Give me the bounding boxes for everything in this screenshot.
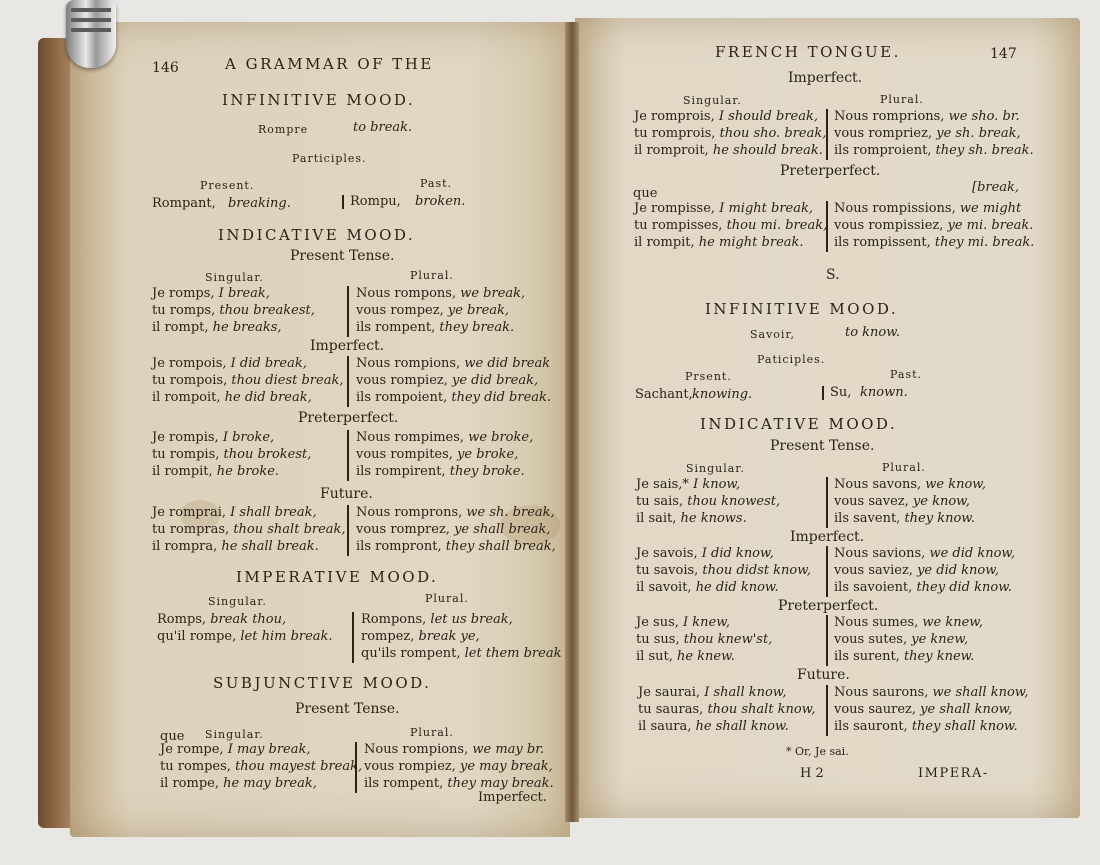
english-gloss: he may break,	[223, 776, 317, 791]
french-form: vous rompites,	[356, 447, 458, 462]
plural-form-row	[356, 505, 555, 521]
present-tense-right: Present Tense.	[770, 438, 875, 454]
english-gloss: we may br.	[472, 742, 545, 757]
english-gloss: ye mi. break.	[947, 218, 1034, 233]
present-tense-label: Present Tense.	[290, 248, 395, 264]
english-gloss: ye knew,	[911, 632, 969, 647]
french-form: il sait,	[636, 511, 681, 526]
english-gloss: thou brokest,	[223, 447, 312, 462]
column-rule	[352, 612, 354, 663]
english-gloss: he did know.	[695, 580, 779, 595]
french-form: vous sutes,	[834, 632, 912, 647]
english-gloss: thou knew'st,	[683, 632, 773, 647]
singular-form-row	[634, 126, 826, 142]
french-form: Rompons,	[361, 612, 431, 627]
singular-form-row	[634, 143, 823, 159]
plural-form-row	[834, 235, 1034, 251]
english-gloss: ye may break,	[460, 759, 553, 774]
english-gloss: they did know.	[916, 580, 1012, 595]
french-form: il romproit,	[634, 143, 713, 158]
verb-gloss: to break.	[353, 120, 413, 135]
singular-form-row	[638, 719, 789, 735]
que-label-right: que	[633, 186, 658, 201]
english-gloss: they know.	[904, 511, 976, 526]
plural-form-row	[356, 430, 533, 446]
plural-label-right-2: Plural.	[882, 461, 926, 474]
singular-form-row	[638, 702, 815, 718]
preterperfect-label: Preterperfect.	[298, 410, 399, 426]
plural-form-row	[834, 685, 1029, 701]
preterperfect2-label-right: Preterperfect.	[778, 598, 879, 614]
french-form: Je romps,	[152, 286, 219, 301]
singular-form-row	[636, 546, 774, 562]
french-form: Je sais,*	[636, 477, 694, 492]
english-gloss: he shall break.	[221, 539, 319, 554]
plural-form-row	[834, 494, 970, 510]
column-rule	[822, 386, 824, 400]
french-form: tu rompisses,	[634, 218, 727, 233]
singular-form-row	[636, 615, 730, 631]
english-gloss: break ye,	[418, 629, 480, 644]
english-gloss: I might break,	[719, 201, 813, 216]
verb-head: Rompre	[258, 123, 309, 136]
infinitive-title: INFINITIVE MOOD.	[222, 91, 416, 109]
french-form: vous rompiez,	[364, 759, 461, 774]
singular-form-row	[157, 629, 333, 645]
english-gloss: we broke,	[468, 430, 534, 445]
singular-form-row	[152, 286, 270, 302]
plural-form-row	[834, 632, 968, 648]
imperative-singular-label: Singular.	[208, 595, 267, 608]
french-form: qu'ils rompent,	[361, 646, 465, 661]
french-form: tu sais,	[636, 494, 688, 509]
english-gloss: they shall know.	[911, 719, 1018, 734]
column-rule	[347, 356, 349, 407]
english-gloss: they may break.	[447, 776, 554, 791]
plural-form-row	[834, 511, 975, 527]
english-gloss: thou shalt break,	[233, 522, 346, 537]
english-gloss: we break,	[460, 286, 526, 301]
french-form: il rompit,	[634, 235, 699, 250]
english-gloss: I know,	[693, 477, 741, 492]
french-form: vous saurez,	[834, 702, 921, 717]
french-form: vous rompez,	[356, 303, 448, 318]
english-gloss: thou mi. break,	[726, 218, 828, 233]
singular-form-row	[152, 356, 307, 372]
future-label: Future.	[320, 486, 373, 502]
plural-form-row	[364, 759, 553, 775]
present-participle: Rompant,	[152, 196, 216, 211]
plural-form-row	[356, 286, 525, 302]
singular-form-row	[160, 742, 311, 758]
plural-form-row	[834, 546, 1015, 562]
english-gloss: ye shall break,	[454, 522, 551, 537]
column-rule	[347, 286, 349, 337]
past-participle-right: Su,	[830, 385, 852, 400]
french-form: tu savois,	[636, 563, 703, 578]
french-form: ils savoient,	[834, 580, 917, 595]
plural-form-row	[834, 719, 1018, 735]
imperfect-label-right: Imperfect.	[788, 70, 863, 86]
subjunctive-plural-label: Plural.	[410, 726, 454, 739]
plural-form-row	[834, 649, 974, 665]
infinitive-title-right: INFINITIVE MOOD.	[705, 300, 899, 318]
participles-label-right: Paticiples.	[757, 353, 826, 366]
english-gloss: I did know,	[701, 546, 774, 561]
singular-form-row	[152, 447, 311, 463]
french-form: vous romprez,	[356, 522, 455, 537]
plural-form-row	[356, 390, 551, 406]
english-gloss: I broke,	[222, 430, 275, 445]
plural-form-row	[356, 522, 550, 538]
english-gloss: we know,	[925, 477, 987, 492]
future-label-right: Future.	[797, 667, 850, 683]
french-form: tu rompis,	[152, 447, 224, 462]
english-gloss: they sh. break.	[935, 143, 1034, 158]
french-form: ils savent,	[834, 511, 905, 526]
plural-label-right: Plural.	[880, 93, 924, 106]
metal-clip	[66, 0, 116, 68]
french-form: il rompoit,	[152, 390, 225, 405]
english-gloss: let them break	[464, 646, 562, 661]
french-form: rompez,	[361, 629, 419, 644]
english-gloss: we did know,	[929, 546, 1016, 561]
english-gloss: ye sh. break,	[936, 126, 1021, 141]
english-gloss: we sh. break,	[466, 505, 555, 520]
plural-form-row	[834, 126, 1021, 142]
english-gloss: he did break,	[224, 390, 312, 405]
singular-form-row	[152, 373, 343, 389]
singular-form-row	[152, 390, 312, 406]
singular-form-row	[152, 303, 315, 319]
french-form: ils rompirent,	[356, 464, 450, 479]
preterperfect-label-right: Preterperfect.	[780, 163, 881, 179]
french-form: Nous saurons,	[834, 685, 933, 700]
english-gloss: we shall know,	[932, 685, 1029, 700]
french-form: tu rompes,	[160, 759, 236, 774]
singular-form-row	[634, 235, 804, 251]
indicative-title-right: INDICATIVE MOOD.	[700, 415, 898, 433]
plural-form-row	[361, 646, 561, 662]
plural-form-row	[356, 464, 525, 480]
imperative-plural-label: Plural.	[425, 592, 469, 605]
english-gloss: he knew.	[676, 649, 735, 664]
column-rule	[826, 546, 828, 597]
french-form: Je romprai,	[152, 505, 231, 520]
french-form: ils rompent,	[364, 776, 448, 791]
plural-form-row	[834, 580, 1012, 596]
plural-form-row	[361, 612, 513, 628]
singular-label-right: Singular.	[683, 94, 742, 107]
running-head-right: FRENCH TONGUE.	[715, 43, 901, 61]
english-gloss: they did break.	[451, 390, 552, 405]
verb-head-right: Savoir,	[750, 328, 795, 341]
singular-form-row	[636, 632, 772, 648]
imperfect2-label-right: Imperfect.	[790, 529, 865, 545]
singular-form-row	[636, 511, 747, 527]
french-form: vous rompissiez,	[834, 218, 948, 233]
plural-form-row	[356, 356, 550, 372]
subjunctive-singular-label: Singular.	[205, 728, 264, 741]
english-gloss: he breaks,	[212, 320, 282, 335]
french-form: ils rompront,	[356, 539, 446, 554]
english-gloss: they mi. break.	[934, 235, 1035, 250]
english-gloss: thou knowest,	[687, 494, 781, 509]
french-form: ils rompoient,	[356, 390, 452, 405]
column-rule	[826, 477, 828, 528]
french-form: Nous romprions,	[834, 109, 949, 124]
column-rule	[826, 685, 828, 736]
french-form: Nous rompissions,	[834, 201, 960, 216]
french-form: Romps,	[157, 612, 211, 627]
bracket-break: [break,	[972, 180, 1020, 195]
singular-form-row	[634, 109, 818, 125]
singular-form-row	[152, 464, 279, 480]
singular-form-row	[634, 218, 827, 234]
present-label-right: Prsent.	[685, 370, 732, 383]
past-participle-gloss: broken.	[415, 194, 466, 209]
english-gloss: thou diest break,	[231, 373, 344, 388]
french-form: Nous romprons,	[356, 505, 467, 520]
singular-form-row	[152, 539, 319, 555]
singular-form-row	[160, 776, 317, 792]
french-form: Nous rompons,	[356, 286, 461, 301]
english-gloss: I did break,	[230, 356, 307, 371]
column-rule	[347, 430, 349, 481]
french-form: il rompra,	[152, 539, 222, 554]
singular-form-row	[636, 563, 811, 579]
catchword-left: Imperfect.	[478, 790, 547, 805]
page-number-left: 146	[152, 60, 179, 76]
english-gloss: I may break,	[227, 742, 311, 757]
english-gloss: thou breakest,	[219, 303, 315, 318]
french-form: vous saviez,	[834, 563, 918, 578]
english-gloss: thou sho. break,	[719, 126, 827, 141]
singular-form-row	[152, 430, 274, 446]
singular-form-row	[152, 522, 346, 538]
english-gloss: ye shall know,	[920, 702, 1013, 717]
running-head-left: A GRAMMAR OF THE	[225, 55, 434, 73]
english-gloss: thou didst know,	[702, 563, 811, 578]
english-gloss: ye did know,	[917, 563, 999, 578]
singular-form-row	[160, 759, 362, 775]
french-form: tu romprois,	[634, 126, 720, 141]
subjunctive-title: SUBJUNCTIVE MOOD.	[213, 674, 432, 692]
english-gloss: break thou,	[210, 612, 287, 627]
verb-gloss-right: to know.	[845, 325, 900, 340]
footnote: * Or, Je sai.	[786, 745, 849, 758]
french-form: Je sus,	[636, 615, 684, 630]
plural-label: Plural.	[410, 269, 454, 282]
english-gloss: I knew,	[683, 615, 730, 630]
book-gutter	[565, 22, 579, 822]
participles-label: Participles.	[292, 152, 367, 165]
french-form: tu romps,	[152, 303, 220, 318]
english-gloss: I should break,	[718, 109, 818, 124]
french-form: Je rompois,	[152, 356, 231, 371]
plural-form-row	[834, 109, 1020, 125]
plural-form-row	[356, 539, 556, 555]
singular-form-row	[157, 612, 286, 628]
english-gloss: we might	[959, 201, 1022, 216]
english-gloss: I break,	[218, 286, 270, 301]
french-form: Nous rompions,	[364, 742, 473, 757]
french-form: Nous savions,	[834, 546, 930, 561]
english-gloss: thou shalt know,	[707, 702, 816, 717]
plural-form-row	[834, 143, 1034, 159]
english-gloss: ye break,	[447, 303, 510, 318]
french-form: tu sauras,	[638, 702, 708, 717]
page-number-right: 147	[990, 46, 1017, 62]
singular-form-row	[152, 320, 282, 336]
imperative-title: IMPERATIVE MOOD.	[236, 568, 439, 586]
english-gloss: they knew.	[903, 649, 975, 664]
french-form: il savoit,	[636, 580, 696, 595]
present-label: Present.	[200, 179, 255, 192]
french-form: ils sauront,	[834, 719, 912, 734]
english-gloss: let us break,	[430, 612, 513, 627]
plural-form-row	[356, 303, 509, 319]
french-form: Je rompisse,	[634, 201, 720, 216]
singular-form-row	[636, 649, 735, 665]
catchword-right: IMPERA-	[918, 766, 989, 781]
french-form: Nous savons,	[834, 477, 926, 492]
plural-form-row	[834, 477, 986, 493]
english-gloss: they shall break,	[445, 539, 556, 554]
que-label: que	[160, 729, 185, 744]
column-rule	[342, 195, 344, 209]
singular-form-row	[152, 505, 317, 521]
present-participle-gloss-right: knowing.	[692, 387, 753, 402]
english-gloss: ye know,	[912, 494, 970, 509]
english-gloss: ye did break,	[452, 373, 539, 388]
plural-form-row	[834, 702, 1012, 718]
plural-form-row	[834, 218, 1033, 234]
imperfect-label: Imperfect.	[310, 338, 385, 354]
english-gloss: he shall know.	[695, 719, 789, 734]
present-participle-gloss: breaking.	[228, 196, 291, 211]
singular-label-right-2: Singular.	[686, 462, 745, 475]
past-label: Past.	[420, 177, 453, 190]
plural-form-row	[356, 373, 538, 389]
singular-form-row	[634, 201, 813, 217]
english-gloss: he should break.	[712, 143, 823, 158]
english-gloss: he knows.	[680, 511, 747, 526]
singular-form-row	[636, 580, 779, 596]
english-gloss: thou mayest break,	[235, 759, 363, 774]
english-gloss: they break.	[439, 320, 515, 335]
english-gloss: we sho. br.	[948, 109, 1020, 124]
french-form: ils surent,	[834, 649, 904, 664]
singular-form-row	[636, 494, 780, 510]
french-form: Je saurai,	[638, 685, 705, 700]
french-form: il saura,	[638, 719, 696, 734]
past-participle-gloss-right: known.	[860, 385, 908, 400]
present-participle-right: Sachant,	[635, 387, 693, 402]
french-form: tu rompras,	[152, 522, 234, 537]
french-form: Je rompe,	[160, 742, 228, 757]
french-form: vous rompiez,	[356, 373, 453, 388]
column-rule	[826, 615, 828, 666]
english-gloss: he broke.	[216, 464, 280, 479]
french-form: tu sus,	[636, 632, 684, 647]
plural-form-row	[356, 320, 514, 336]
french-form: Nous rompions,	[356, 356, 465, 371]
french-form: ils rompent,	[356, 320, 440, 335]
french-form: ils romproient,	[834, 143, 936, 158]
column-rule	[347, 505, 349, 556]
plural-form-row	[356, 447, 518, 463]
french-form: Nous rompimes,	[356, 430, 469, 445]
french-form: Je rompis,	[152, 430, 223, 445]
french-form: il rompit,	[152, 464, 217, 479]
french-form: Nous sumes,	[834, 615, 923, 630]
plural-form-row	[361, 629, 480, 645]
singular-form-row	[638, 685, 787, 701]
subjunctive-present-tense: Present Tense.	[295, 701, 400, 717]
french-form: Je romprois,	[634, 109, 719, 124]
english-gloss: I shall know,	[704, 685, 787, 700]
english-gloss: he might break.	[698, 235, 804, 250]
french-form: vous savez,	[834, 494, 913, 509]
plural-form-row	[834, 563, 999, 579]
english-gloss: let him break.	[240, 629, 333, 644]
plural-form-row	[834, 201, 1021, 217]
indicative-title: INDICATIVE MOOD.	[218, 226, 416, 244]
signature-mark: H 2	[800, 766, 824, 781]
english-gloss: we knew,	[922, 615, 984, 630]
english-gloss: ye broke,	[457, 447, 519, 462]
french-form: il rompt,	[152, 320, 213, 335]
plural-form-row	[834, 615, 983, 631]
english-gloss: I shall break,	[230, 505, 317, 520]
french-form: qu'il rompe,	[157, 629, 241, 644]
past-participle: Rompu,	[350, 194, 401, 209]
singular-form-row	[636, 477, 740, 493]
french-form: ils rompissent,	[834, 235, 935, 250]
english-gloss: they broke.	[449, 464, 525, 479]
section-mark: S.	[826, 267, 840, 283]
plural-form-row	[364, 742, 544, 758]
past-label-right: Past.	[890, 368, 923, 381]
english-gloss: we did break	[464, 356, 551, 371]
french-form: il rompe,	[160, 776, 224, 791]
french-form: tu rompois,	[152, 373, 232, 388]
singular-label: Singular.	[205, 271, 264, 284]
french-form: il sut,	[636, 649, 677, 664]
french-form: Je savois,	[636, 546, 702, 561]
french-form: vous rompriez,	[834, 126, 937, 141]
